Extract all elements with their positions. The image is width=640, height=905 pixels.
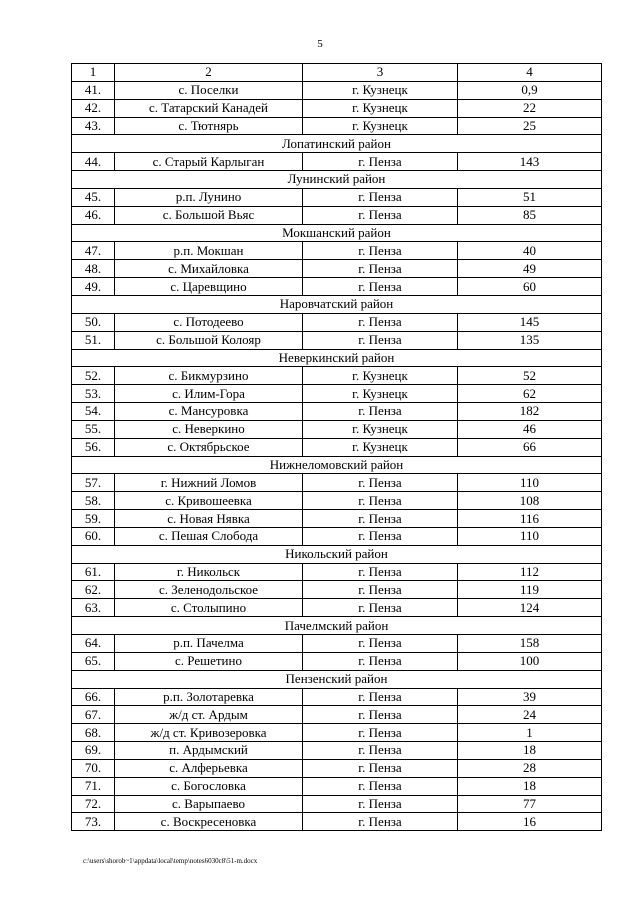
table-header-row — [72, 64, 602, 82]
table-row — [72, 510, 602, 528]
table-row — [72, 652, 602, 670]
settlements-table — [71, 63, 602, 831]
distance-value: 143 — [458, 153, 602, 171]
destination-city: г. Пенза — [303, 278, 458, 296]
distance-value: 39 — [458, 688, 602, 706]
settlement-name: с. Царевщино — [115, 278, 303, 296]
distance-value: 28 — [458, 759, 602, 777]
distance-value: 85 — [458, 206, 602, 224]
table-row — [72, 117, 602, 135]
settlement-name: с. Поселки — [115, 81, 303, 99]
district-name: Неверкинский район — [72, 349, 602, 367]
destination-city: г. Пенза — [303, 403, 458, 421]
destination-city: г. Кузнецк — [303, 117, 458, 135]
row-number: 43. — [72, 117, 115, 135]
settlement-name: с. Зеленодольское — [115, 581, 303, 599]
distance-value: 16 — [458, 813, 602, 831]
district-row — [72, 456, 602, 474]
table-row — [72, 81, 602, 99]
destination-city: г. Пенза — [303, 635, 458, 653]
column-header-3: 3 — [303, 64, 458, 82]
row-number: 46. — [72, 206, 115, 224]
settlement-name: с. Богословка — [115, 777, 303, 795]
settlement-name: с. Тютнярь — [115, 117, 303, 135]
district-name: Мокшанский район — [72, 224, 602, 242]
distance-value: 25 — [458, 117, 602, 135]
table-row — [72, 688, 602, 706]
distance-value: 62 — [458, 385, 602, 403]
destination-city: г. Пенза — [303, 706, 458, 724]
table-row — [72, 153, 602, 171]
destination-city: г. Пенза — [303, 742, 458, 760]
row-number: 73. — [72, 813, 115, 831]
destination-city: г. Пенза — [303, 331, 458, 349]
distance-value: 124 — [458, 599, 602, 617]
settlement-name: с. Илим-Гора — [115, 385, 303, 403]
district-row — [72, 135, 602, 153]
table-row — [72, 527, 602, 545]
destination-city: г. Пенза — [303, 510, 458, 528]
table-row — [72, 242, 602, 260]
row-number: 68. — [72, 724, 115, 742]
table-row — [72, 742, 602, 760]
distance-value: 52 — [458, 367, 602, 385]
table-row — [72, 403, 602, 421]
settlement-name: с. Варыпаево — [115, 795, 303, 813]
table-row — [72, 206, 602, 224]
table-row — [72, 313, 602, 331]
settlement-name: г. Никольск — [115, 563, 303, 581]
destination-city: г. Пенза — [303, 599, 458, 617]
distance-value: 46 — [458, 420, 602, 438]
row-number: 55. — [72, 420, 115, 438]
distance-value: 18 — [458, 777, 602, 795]
destination-city: г. Пенза — [303, 581, 458, 599]
column-header-2: 2 — [115, 64, 303, 82]
district-row — [72, 545, 602, 563]
table-row — [72, 420, 602, 438]
destination-city: г. Кузнецк — [303, 367, 458, 385]
settlement-name: с. Мансуровка — [115, 403, 303, 421]
district-name: Пензенский район — [72, 670, 602, 688]
settlement-name: с. Кривошеевка — [115, 492, 303, 510]
table-row — [72, 474, 602, 492]
table-row — [72, 99, 602, 117]
distance-value: 112 — [458, 563, 602, 581]
table-body — [72, 64, 602, 831]
distance-value: 77 — [458, 795, 602, 813]
distance-value: 158 — [458, 635, 602, 653]
row-number: 41. — [72, 81, 115, 99]
page-number: 5 — [317, 38, 323, 50]
row-number: 48. — [72, 260, 115, 278]
table-row — [72, 759, 602, 777]
destination-city: г. Пенза — [303, 777, 458, 795]
settlement-name: р.п. Мокшан — [115, 242, 303, 260]
row-number: 70. — [72, 759, 115, 777]
destination-city: г. Кузнецк — [303, 385, 458, 403]
distance-value: 0,9 — [458, 81, 602, 99]
distance-value: 110 — [458, 527, 602, 545]
settlement-name: с. Решетино — [115, 652, 303, 670]
settlement-name: с. Старый Карлыган — [115, 153, 303, 171]
settlement-name: р.п. Пачелма — [115, 635, 303, 653]
settlement-name: г. Нижний Ломов — [115, 474, 303, 492]
district-row — [72, 349, 602, 367]
settlement-name: с. Большой Вьяс — [115, 206, 303, 224]
distance-value: 135 — [458, 331, 602, 349]
settlement-name: с. Воскресеновка — [115, 813, 303, 831]
district-row — [72, 224, 602, 242]
settlement-name: с. Большой Колояр — [115, 331, 303, 349]
destination-city: г. Пенза — [303, 474, 458, 492]
destination-city: г. Пенза — [303, 795, 458, 813]
district-row — [72, 617, 602, 635]
destination-city: г. Кузнецк — [303, 81, 458, 99]
distance-value: 22 — [458, 99, 602, 117]
table-row — [72, 188, 602, 206]
distance-value: 51 — [458, 188, 602, 206]
row-number: 49. — [72, 278, 115, 296]
district-name: Лопатинский район — [72, 135, 602, 153]
row-number: 53. — [72, 385, 115, 403]
row-number: 50. — [72, 313, 115, 331]
table-row — [72, 777, 602, 795]
table-row — [72, 599, 602, 617]
row-number: 51. — [72, 331, 115, 349]
row-number: 59. — [72, 510, 115, 528]
column-header-1: 1 — [72, 64, 115, 82]
settlement-name: с. Пешая Слобода — [115, 527, 303, 545]
table-row — [72, 635, 602, 653]
row-number: 57. — [72, 474, 115, 492]
distance-value: 60 — [458, 278, 602, 296]
table-row — [72, 581, 602, 599]
settlement-name: ж/д ст. Кривозеровка — [115, 724, 303, 742]
distance-value: 66 — [458, 438, 602, 456]
destination-city: г. Кузнецк — [303, 420, 458, 438]
table-row — [72, 492, 602, 510]
distance-value: 108 — [458, 492, 602, 510]
row-number: 67. — [72, 706, 115, 724]
settlement-name: ж/д ст. Ардым — [115, 706, 303, 724]
row-number: 65. — [72, 652, 115, 670]
destination-city: г. Пенза — [303, 813, 458, 831]
destination-city: г. Пенза — [303, 688, 458, 706]
distance-value: 116 — [458, 510, 602, 528]
row-number: 71. — [72, 777, 115, 795]
destination-city: г. Пенза — [303, 313, 458, 331]
table-row — [72, 438, 602, 456]
settlement-name: с. Татарский Канадей — [115, 99, 303, 117]
settlement-name: п. Ардымский — [115, 742, 303, 760]
row-number: 61. — [72, 563, 115, 581]
row-number: 52. — [72, 367, 115, 385]
settlement-name: с. Столыпино — [115, 599, 303, 617]
table-row — [72, 278, 602, 296]
destination-city: г. Пенза — [303, 724, 458, 742]
settlement-name: с. Алферьевка — [115, 759, 303, 777]
row-number: 66. — [72, 688, 115, 706]
distance-value: 1 — [458, 724, 602, 742]
destination-city: г. Пенза — [303, 563, 458, 581]
district-name: Лунинский район — [72, 171, 602, 189]
settlement-name: с. Бикмурзино — [115, 367, 303, 385]
table-row — [72, 795, 602, 813]
district-name: Нижнеломовский район — [72, 456, 602, 474]
distance-value: 182 — [458, 403, 602, 421]
settlement-name: р.п. Золотаревка — [115, 688, 303, 706]
row-number: 64. — [72, 635, 115, 653]
row-number: 69. — [72, 742, 115, 760]
district-row — [72, 670, 602, 688]
distance-value: 24 — [458, 706, 602, 724]
footer-file-path: c:\users\shorob~1\appdata\local\temp\notes6030c8\51-m.docx — [83, 857, 258, 865]
settlement-name: с. Октябрьское — [115, 438, 303, 456]
table-row — [72, 260, 602, 278]
destination-city: г. Кузнецк — [303, 99, 458, 117]
row-number: 72. — [72, 795, 115, 813]
destination-city: г. Пенза — [303, 206, 458, 224]
district-row — [72, 295, 602, 313]
row-number: 60. — [72, 527, 115, 545]
destination-city: г. Пенза — [303, 242, 458, 260]
settlement-name: с. Потодеево — [115, 313, 303, 331]
destination-city: г. Пенза — [303, 527, 458, 545]
destination-city: г. Пенза — [303, 652, 458, 670]
table-row — [72, 385, 602, 403]
table-row — [72, 813, 602, 831]
destination-city: г. Кузнецк — [303, 438, 458, 456]
distance-value: 49 — [458, 260, 602, 278]
table-row — [72, 724, 602, 742]
district-name: Наровчатский район — [72, 295, 602, 313]
settlement-name: р.п. Лунино — [115, 188, 303, 206]
row-number: 45. — [72, 188, 115, 206]
row-number: 56. — [72, 438, 115, 456]
distance-value: 119 — [458, 581, 602, 599]
row-number: 63. — [72, 599, 115, 617]
distance-value: 110 — [458, 474, 602, 492]
row-number: 62. — [72, 581, 115, 599]
table-row — [72, 563, 602, 581]
destination-city: г. Пенза — [303, 759, 458, 777]
settlement-name: с. Неверкино — [115, 420, 303, 438]
distance-value: 100 — [458, 652, 602, 670]
distance-value: 40 — [458, 242, 602, 260]
district-row — [72, 171, 602, 189]
row-number: 58. — [72, 492, 115, 510]
table-row — [72, 367, 602, 385]
destination-city: г. Пенза — [303, 260, 458, 278]
row-number: 47. — [72, 242, 115, 260]
column-header-4: 4 — [458, 64, 602, 82]
row-number: 44. — [72, 153, 115, 171]
district-name: Пачелмский район — [72, 617, 602, 635]
distance-value: 18 — [458, 742, 602, 760]
destination-city: г. Пенза — [303, 492, 458, 510]
destination-city: г. Пенза — [303, 188, 458, 206]
destination-city: г. Пенза — [303, 153, 458, 171]
row-number: 42. — [72, 99, 115, 117]
table-row — [72, 706, 602, 724]
distance-value: 145 — [458, 313, 602, 331]
table-row — [72, 331, 602, 349]
district-name: Никольский район — [72, 545, 602, 563]
settlement-name: с. Михайловка — [115, 260, 303, 278]
row-number: 54. — [72, 403, 115, 421]
settlement-name: с. Новая Нявка — [115, 510, 303, 528]
